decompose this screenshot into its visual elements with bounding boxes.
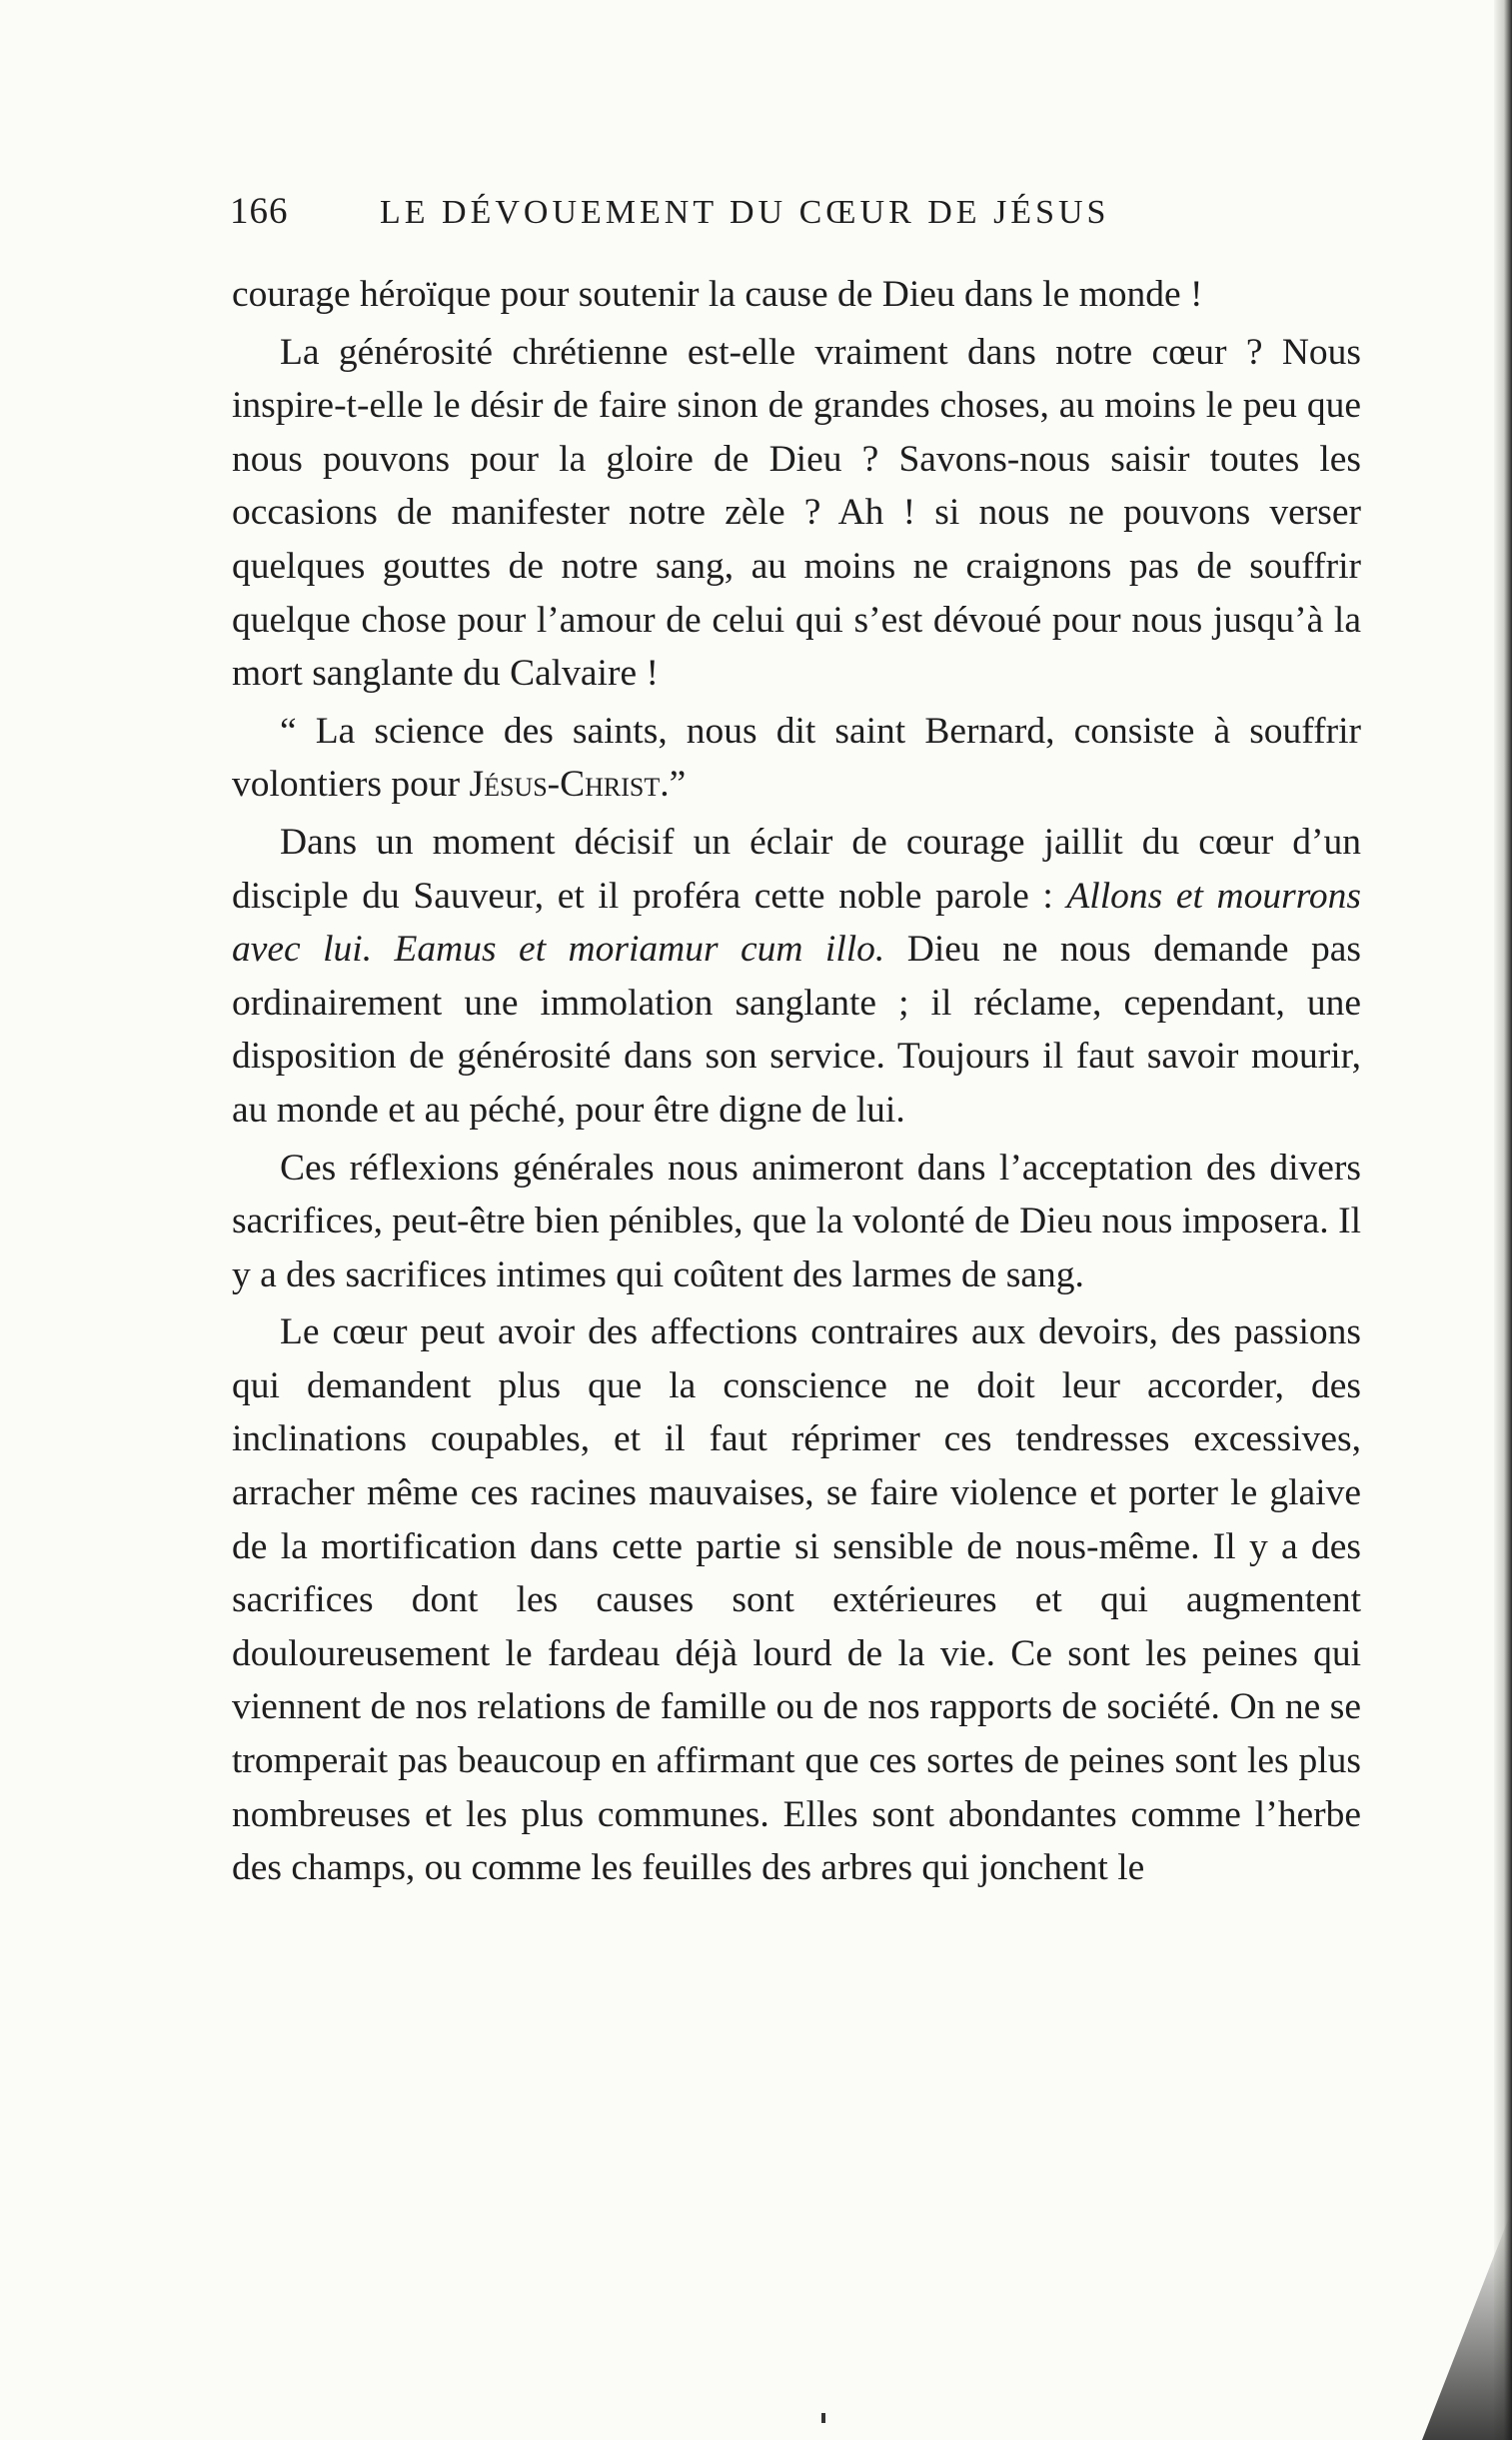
paragraph-4 [232,816,1361,1138]
paragraph-2: La générosité chrétienne est-elle vraiment dans notre cœur ? Nous inspire-t-elle le désir de faire sinon de grandes choses, au moins le peu que nous pouvons pour la gloire de Dieu ? Savons-nous saisir toutes les occasions de manifester notre zèle ? Ah ! si nous ne pouvons verser quelques gouttes de notre sang, au moins ne craignons pas de souffrir quelque chose pour l’amour de celui qui s’est dévoué pour nous jusqu’à la mort sanglante du Calvaire ! [232,331,1361,695]
quote-end: .” [660,764,687,806]
page-header [230,190,1369,233]
page-edge-shadow [1494,0,1512,2440]
p4-text-start: Dans un moment décisif un éclair de courage jaillit du cœur d’un disciple du Sauveur, et il proféra cette noble parole : [232,821,1361,917]
running-title: LE DÉVOUEMENT DU CŒUR DE JÉSUS [380,194,1110,231]
quote-text: “ La science des saints, nous dit saint Bernard, consiste à souffrir volontiers pour [232,710,1361,806]
paragraph-3 [232,705,1361,812]
page-number: 166 [230,191,289,232]
paragraph-1: courage héroïque pour soutenir la cause de Dieu dans le monde ! [232,274,1203,315]
p4-text-end: Dieu ne nous demande pas ordinairement une immolation sanglante ; il réclame, cependant, une disposition de générosité dans son service. Toujours il faut savoir mourir, au monde et au péché, pour être digne de lui. [232,929,1361,1131]
quote-name: Jésus-Christ [469,764,661,806]
body-text [232,268,1361,1895]
paragraph-5: Ces réflexions générales nous animeront dans l’acceptation des divers sacrifices, peut-être bien pénibles, que la volonté de Dieu nous imposera. Il y a des sacrifices intimes qui coûtent des larmes de sang. [232,1147,1361,1295]
p4-italic-quote: Allons et mourrons avec lui. Eamus et moriamur cum illo. [232,875,1361,971]
page-corner-curl [1422,2210,1512,2440]
paragraph-6: Le cœur peut avoir des affections contraires aux devoirs, des passions qui demandent plus que la conscience ne doit leur accorder, des inclinations coupables, et il faut réprimer ces tendresses excessives, arracher même ces racines mauvaises, se faire violence et porter le glaive de la mortification dans cette partie si sensible de nous-même. Il y a des sacrifices dont les causes sont extérieures et qui augmentent douloureusement le fardeau déjà lourd de la vie. Ce sont les peines qui viennent de nos relations de famille ou de nos rapports de société. On ne se tromperait pas beaucoup en affirmant que ces sortes de peines sont les plus nombreuses et les plus communes. Elles sont abondantes comme l’herbe des champs, ou comme les feuilles des arbres qui jonchent le [232,1311,1361,1889]
print-mark [821,2413,825,2423]
